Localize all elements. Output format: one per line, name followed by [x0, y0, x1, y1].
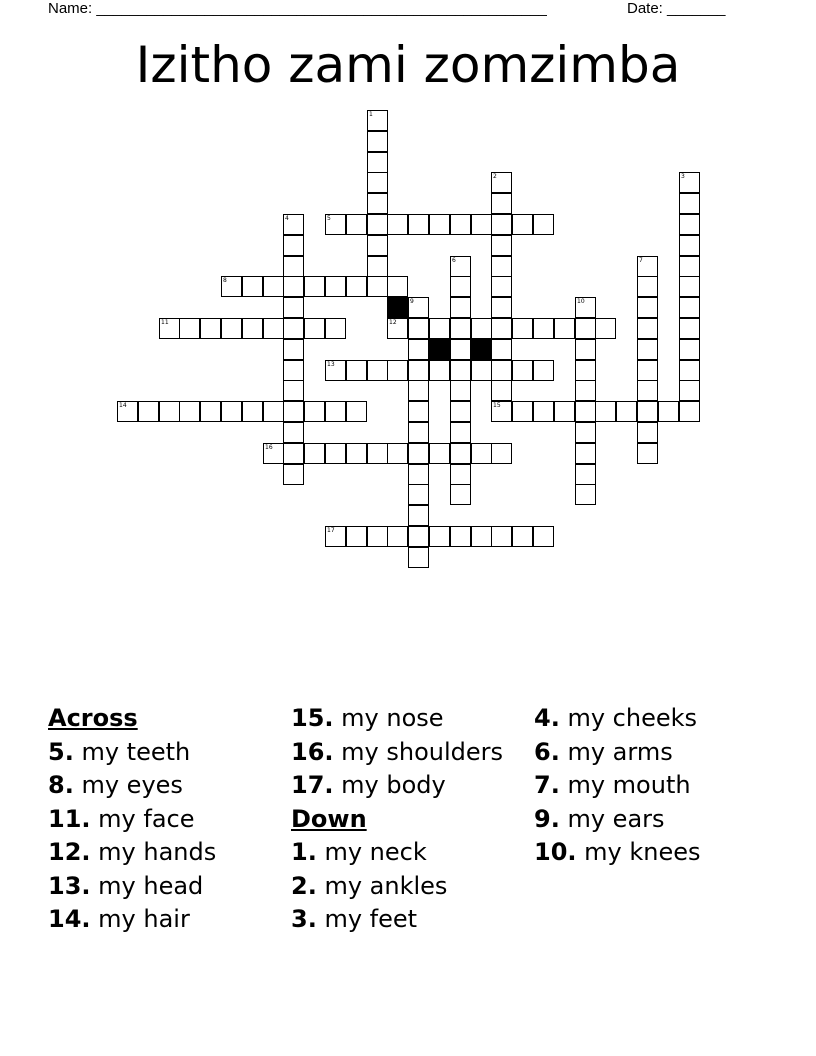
clue-down-1: 1. my neck [291, 838, 427, 866]
grid-cell[interactable] [491, 214, 512, 235]
grid-cell[interactable] [387, 526, 408, 547]
clue-down-2: 2. my ankles [291, 871, 448, 900]
cell-number: 5 [327, 215, 331, 222]
cell-number: 15 [493, 402, 501, 409]
grid-cell[interactable] [471, 214, 492, 235]
grid-cell[interactable] [263, 401, 284, 422]
clue-down-4: 4. my cheeks [534, 704, 698, 732]
cell-number: 3 [681, 173, 685, 180]
grid-cell[interactable] [575, 380, 596, 401]
grid-cell[interactable] [450, 422, 471, 443]
grid-cell[interactable] [367, 443, 388, 464]
grid-cell[interactable] [408, 380, 429, 401]
grid-cell[interactable] [346, 443, 367, 464]
grid-cell[interactable] [263, 443, 284, 464]
grid-cell[interactable] [242, 318, 263, 339]
date-field[interactable]: Date: _______ [627, 0, 726, 17]
grid-cell[interactable] [450, 256, 471, 277]
grid-cell[interactable] [408, 401, 429, 422]
clue-across-5: 5. my teeth [48, 737, 191, 766]
clue-across-11: 11. my face [48, 804, 195, 833]
grid-cell[interactable] [179, 401, 200, 422]
grid-cell[interactable] [512, 526, 533, 547]
grid-cell[interactable] [325, 526, 346, 547]
grid-cell[interactable] [242, 276, 263, 297]
clue-down-7: 7. my mouth [534, 771, 691, 799]
grid-cell[interactable] [138, 401, 159, 422]
cell-number: 13 [327, 361, 335, 368]
grid-cell[interactable] [450, 526, 471, 547]
grid-cell[interactable] [367, 526, 388, 547]
grid-cell[interactable] [658, 401, 679, 422]
cell-number: 12 [389, 319, 397, 326]
grid-cell[interactable] [471, 318, 492, 339]
grid-cell[interactable] [387, 214, 408, 235]
grid-cell[interactable] [491, 339, 512, 360]
grid-cell[interactable] [575, 422, 596, 443]
grid-cell[interactable] [679, 172, 700, 193]
grid-cell[interactable] [491, 276, 512, 297]
grid-cell[interactable] [491, 235, 512, 256]
clue-across-17: 17. my body [291, 771, 446, 799]
grid-cell[interactable] [679, 193, 700, 214]
grid-cell[interactable] [471, 360, 492, 381]
grid-cell[interactable] [491, 193, 512, 214]
grid-cell[interactable] [367, 172, 388, 193]
grid-cell[interactable] [221, 401, 242, 422]
grid-cell[interactable] [450, 380, 471, 401]
grid-cell[interactable] [595, 318, 616, 339]
grid-cell[interactable] [533, 526, 554, 547]
grid-cell[interactable] [491, 256, 512, 277]
grid-cell[interactable] [450, 484, 471, 505]
grid-cell[interactable] [429, 360, 450, 381]
grid-cell[interactable] [491, 172, 512, 193]
grid-cell[interactable] [200, 318, 221, 339]
across-heading: Across [48, 704, 138, 732]
clue-across-16: 16. my shoulders [291, 737, 504, 766]
cell-number: 10 [577, 298, 585, 305]
grid-cell[interactable] [429, 318, 450, 339]
grid-cell[interactable] [450, 214, 471, 235]
grid-cell[interactable] [346, 526, 367, 547]
grid-cell[interactable] [533, 360, 554, 381]
grid-cell[interactable] [575, 464, 596, 485]
grid-cell[interactable] [679, 214, 700, 235]
grid-cell[interactable] [283, 360, 304, 381]
grid-cell[interactable] [325, 214, 346, 235]
grid-cell[interactable] [346, 401, 367, 422]
clue-down-3: 3. my feet [291, 905, 418, 933]
grid-cell[interactable] [408, 505, 429, 526]
grid-cell[interactable] [283, 464, 304, 485]
cell-number: 14 [119, 402, 127, 409]
grid-cell[interactable] [679, 401, 700, 422]
down-heading: Down [291, 804, 367, 833]
grid-cell[interactable] [450, 297, 471, 318]
cell-number: 6 [452, 257, 456, 264]
clue-down-10: 10. my knees [534, 838, 701, 866]
grid-cell[interactable] [283, 380, 304, 401]
cell-number: 4 [285, 215, 289, 222]
black-cell [387, 297, 408, 318]
grid-cell[interactable] [616, 401, 637, 422]
grid-cell[interactable] [679, 235, 700, 256]
grid-cell[interactable] [512, 318, 533, 339]
grid-cell[interactable] [367, 235, 388, 256]
grid-cell[interactable] [450, 360, 471, 381]
grid-cell[interactable] [429, 214, 450, 235]
grid-cell[interactable] [408, 360, 429, 381]
grid-cell[interactable] [637, 401, 658, 422]
grid-cell[interactable] [367, 256, 388, 277]
grid-cell[interactable] [637, 339, 658, 360]
grid-cell[interactable] [471, 526, 492, 547]
grid-cell[interactable] [679, 256, 700, 277]
grid-cell[interactable] [159, 318, 180, 339]
grid-cell[interactable] [346, 214, 367, 235]
clue-across-12: 12. my hands [48, 838, 217, 866]
cell-number: 2 [493, 173, 497, 180]
grid-cell[interactable] [491, 380, 512, 401]
grid-cell[interactable] [679, 297, 700, 318]
grid-cell[interactable] [159, 401, 180, 422]
grid-cell[interactable] [637, 380, 658, 401]
grid-cell[interactable] [367, 110, 388, 131]
grid-cell[interactable] [450, 443, 471, 464]
grid-cell[interactable] [575, 360, 596, 381]
grid-cell[interactable] [491, 401, 512, 422]
grid-cell[interactable] [283, 339, 304, 360]
cell-number: 16 [265, 444, 273, 451]
grid-cell[interactable] [575, 443, 596, 464]
grid-cell[interactable] [554, 318, 575, 339]
clue-across-13: 13. my head [48, 871, 204, 900]
clue-across-15: 15. my nose [291, 704, 444, 732]
grid-cell[interactable] [283, 256, 304, 277]
grid-cell[interactable] [554, 401, 575, 422]
grid-cell[interactable] [387, 360, 408, 381]
clue-down-6: 6. my arms [534, 737, 673, 766]
grid-cell[interactable] [179, 318, 200, 339]
grid-cell[interactable] [367, 276, 388, 297]
grid-cell[interactable] [283, 318, 304, 339]
grid-cell[interactable] [533, 214, 554, 235]
grid-cell[interactable] [491, 318, 512, 339]
grid-cell[interactable] [221, 318, 242, 339]
grid-cell[interactable] [408, 297, 429, 318]
grid-cell[interactable] [491, 297, 512, 318]
clue-down-9: 9. my ears [534, 804, 665, 833]
grid-cell[interactable] [450, 401, 471, 422]
grid-cell[interactable] [408, 422, 429, 443]
grid-cell[interactable] [325, 360, 346, 381]
grid-cell[interactable] [304, 401, 325, 422]
name-field[interactable]: Name: ______________________________________________________ [48, 0, 547, 17]
grid-cell[interactable] [450, 318, 471, 339]
grid-cell[interactable] [491, 526, 512, 547]
grid-cell[interactable] [512, 401, 533, 422]
grid-cell[interactable] [304, 276, 325, 297]
grid-cell[interactable] [408, 547, 429, 568]
black-cell [471, 339, 492, 360]
grid-cell[interactable] [491, 443, 512, 464]
grid-cell[interactable] [283, 422, 304, 443]
grid-cell[interactable] [637, 360, 658, 381]
grid-cell[interactable] [408, 526, 429, 547]
grid-cell[interactable] [304, 443, 325, 464]
grid-cell[interactable] [429, 526, 450, 547]
grid-cell[interactable] [325, 401, 346, 422]
grid-cell[interactable] [117, 401, 138, 422]
grid-cell[interactable] [387, 443, 408, 464]
grid-cell[interactable] [325, 276, 346, 297]
grid-cell[interactable] [533, 401, 554, 422]
grid-cell[interactable] [533, 318, 554, 339]
grid-cell[interactable] [679, 276, 700, 297]
grid-cell[interactable] [679, 339, 700, 360]
cell-number: 11 [161, 319, 169, 326]
grid-cell[interactable] [283, 297, 304, 318]
grid-cell[interactable] [283, 276, 304, 297]
grid-cell[interactable] [283, 443, 304, 464]
grid-cell[interactable] [325, 318, 346, 339]
grid-cell[interactable] [367, 214, 388, 235]
grid-cell[interactable] [637, 256, 658, 277]
grid-cell[interactable] [679, 380, 700, 401]
clues-column-1 [48, 702, 216, 937]
grid-cell[interactable] [512, 214, 533, 235]
grid-cell[interactable] [575, 401, 596, 422]
grid-cell[interactable] [200, 401, 221, 422]
clue-across-8: 8. my eyes [48, 771, 183, 799]
grid-cell[interactable] [263, 318, 284, 339]
grid-cell[interactable] [408, 484, 429, 505]
grid-cell[interactable] [367, 131, 388, 152]
grid-cell[interactable] [408, 214, 429, 235]
cell-number: 17 [327, 527, 335, 534]
clues-column-3 [534, 702, 701, 870]
grid-cell[interactable] [346, 360, 367, 381]
grid-cell[interactable] [346, 276, 367, 297]
grid-cell[interactable] [637, 297, 658, 318]
grid-cell[interactable] [637, 318, 658, 339]
puzzle-title: Izitho zami zomzimba [135, 36, 681, 94]
grid-cell[interactable] [283, 235, 304, 256]
grid-cell[interactable] [408, 464, 429, 485]
grid-cell[interactable] [450, 464, 471, 485]
cell-number: 7 [639, 257, 643, 264]
grid-cell[interactable] [283, 214, 304, 235]
grid-cell[interactable] [429, 443, 450, 464]
grid-cell[interactable] [637, 422, 658, 443]
grid-cell[interactable] [491, 360, 512, 381]
grid-cell[interactable] [471, 443, 492, 464]
grid-cell[interactable] [512, 360, 533, 381]
grid-cell[interactable] [408, 443, 429, 464]
grid-cell[interactable] [679, 360, 700, 381]
grid-cell[interactable] [367, 360, 388, 381]
grid-cell[interactable] [325, 443, 346, 464]
grid-cell[interactable] [575, 484, 596, 505]
grid-cell[interactable] [637, 443, 658, 464]
grid-cell[interactable] [575, 297, 596, 318]
grid-cell[interactable] [637, 276, 658, 297]
cell-number: 1 [369, 111, 373, 118]
cell-number: 9 [410, 298, 414, 305]
grid-cell[interactable] [408, 339, 429, 360]
grid-cell[interactable] [304, 318, 325, 339]
clue-across-14: 14. my hair [48, 905, 190, 933]
grid-cell[interactable] [450, 339, 471, 360]
grid-cell[interactable] [221, 276, 242, 297]
grid-cell[interactable] [408, 318, 429, 339]
grid-cell[interactable] [263, 276, 284, 297]
grid-cell[interactable] [575, 318, 596, 339]
grid-cell[interactable] [367, 193, 388, 214]
grid-cell[interactable] [387, 318, 408, 339]
grid-cell[interactable] [575, 339, 596, 360]
grid-cell[interactable] [450, 276, 471, 297]
grid-cell[interactable] [679, 318, 700, 339]
grid-cell[interactable] [283, 401, 304, 422]
black-cell [429, 339, 450, 360]
clues-column-2 [291, 702, 503, 937]
grid-cell[interactable] [387, 276, 408, 297]
grid-cell[interactable] [367, 152, 388, 173]
grid-cell[interactable] [595, 401, 616, 422]
cell-number: 8 [223, 277, 227, 284]
grid-cell[interactable] [242, 401, 263, 422]
